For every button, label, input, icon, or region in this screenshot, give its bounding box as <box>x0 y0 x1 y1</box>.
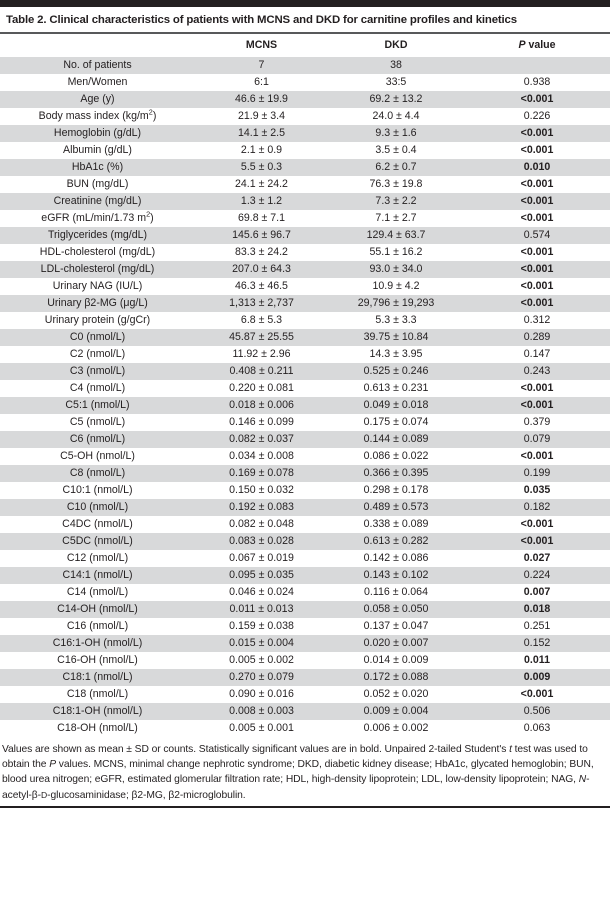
footnote-part-5: -glucosaminidase; β2-MG, β2-microglobulin. <box>47 789 246 801</box>
cell-dkd: 69.2 ± 13.2 <box>328 91 464 108</box>
cell-mcns: 7 <box>195 57 328 74</box>
cell-dkd: 0.175 ± 0.074 <box>328 414 464 431</box>
row-label: No. of patients <box>0 57 195 74</box>
cell-dkd: 3.5 ± 0.4 <box>328 142 464 159</box>
cell-pvalue: <0.001 <box>464 533 610 550</box>
table-row <box>0 295 610 312</box>
cell-dkd: 33:5 <box>328 74 464 91</box>
cell-mcns: 0.270 ± 0.079 <box>195 669 328 686</box>
cell-dkd: 0.086 ± 0.022 <box>328 448 464 465</box>
cell-pvalue: 0.199 <box>464 465 610 482</box>
cell-dkd: 0.366 ± 0.395 <box>328 465 464 482</box>
column-header-label <box>0 34 195 57</box>
table-row <box>0 533 610 550</box>
cell-pvalue: 0.011 <box>464 652 610 669</box>
cell-dkd: 5.3 ± 3.3 <box>328 312 464 329</box>
unit-superscript: 2 <box>146 209 151 219</box>
cell-dkd: 39.75 ± 10.84 <box>328 329 464 346</box>
cell-dkd: 7.1 ± 2.7 <box>328 210 464 227</box>
cell-pvalue: <0.001 <box>464 210 610 227</box>
cell-dkd: 76.3 ± 19.8 <box>328 176 464 193</box>
cell-pvalue: 0.251 <box>464 618 610 635</box>
row-label: C18 (nmol/L) <box>0 686 195 703</box>
table-row <box>0 567 610 584</box>
cell-mcns: 21.9 ± 3.4 <box>195 108 328 125</box>
footnote-italic-p: P <box>49 759 57 771</box>
footnote-part-1: Values are shown as mean ± SD or counts. Statistically significant values are in bold. Unpaired 2-tailed Student's <box>2 744 510 755</box>
row-label: C16:1-OH (nmol/L) <box>0 635 195 652</box>
cell-mcns: 11.92 ± 2.96 <box>195 346 328 363</box>
row-label: C0 (nmol/L) <box>0 329 195 346</box>
cell-pvalue: 0.224 <box>464 567 610 584</box>
cell-mcns: 0.046 ± 0.024 <box>195 584 328 601</box>
row-label: C18-OH (nmol/L) <box>0 720 195 737</box>
table-row <box>0 703 610 720</box>
table-row <box>0 618 610 635</box>
cell-pvalue: 0.147 <box>464 346 610 363</box>
table-row <box>0 584 610 601</box>
cell-dkd: 0.489 ± 0.573 <box>328 499 464 516</box>
cell-dkd: 9.3 ± 1.6 <box>328 125 464 142</box>
row-label: LDL-cholesterol (mg/dL) <box>0 261 195 278</box>
row-label: C16-OH (nmol/L) <box>0 652 195 669</box>
row-label: C5DC (nmol/L) <box>0 533 195 550</box>
column-header-dkd: DKD <box>328 34 464 57</box>
table-header <box>0 34 610 57</box>
cell-dkd: 0.009 ± 0.004 <box>328 703 464 720</box>
table-row <box>0 635 610 652</box>
cell-dkd: 6.2 ± 0.7 <box>328 159 464 176</box>
cell-mcns: 0.011 ± 0.013 <box>195 601 328 618</box>
cell-dkd: 0.137 ± 0.047 <box>328 618 464 635</box>
cell-pvalue: 0.289 <box>464 329 610 346</box>
table-row <box>0 159 610 176</box>
cell-mcns: 0.082 ± 0.048 <box>195 516 328 533</box>
cell-pvalue: 0.007 <box>464 584 610 601</box>
cell-pvalue: 0.027 <box>464 550 610 567</box>
cell-mcns: 0.192 ± 0.083 <box>195 499 328 516</box>
cell-dkd: 0.298 ± 0.178 <box>328 482 464 499</box>
cell-mcns: 0.150 ± 0.032 <box>195 482 328 499</box>
cell-dkd: 29,796 ± 19,293 <box>328 295 464 312</box>
cell-dkd: 14.3 ± 3.95 <box>328 346 464 363</box>
cell-dkd: 0.049 ± 0.018 <box>328 397 464 414</box>
cell-dkd: 129.4 ± 63.7 <box>328 227 464 244</box>
cell-dkd: 0.144 ± 0.089 <box>328 431 464 448</box>
cell-pvalue: <0.001 <box>464 244 610 261</box>
cell-dkd: 10.9 ± 4.2 <box>328 278 464 295</box>
row-label: Men/Women <box>0 74 195 91</box>
cell-dkd: 0.142 ± 0.086 <box>328 550 464 567</box>
cell-mcns: 207.0 ± 64.3 <box>195 261 328 278</box>
cell-mcns: 0.169 ± 0.078 <box>195 465 328 482</box>
row-label: Urinary β2-MG (μg/L) <box>0 295 195 312</box>
column-header-mcns: MCNS <box>195 34 328 57</box>
cell-mcns: 45.87 ± 25.55 <box>195 329 328 346</box>
cell-pvalue: 0.010 <box>464 159 610 176</box>
footer-rule <box>0 806 610 808</box>
cell-pvalue: <0.001 <box>464 125 610 142</box>
footnote-part-3: values. MCNS, minimal change nephrotic syndrome; DKD, diabetic kidney disease; HbA1c, glycated hemoglobin; BUN, blood urea nitrogen; eGFR, estimated glomerular filtration rate; HDL, high-density lipoprotein; LDL, low-density lipoprotein; NAG, <box>2 759 594 786</box>
cell-pvalue: <0.001 <box>464 261 610 278</box>
cell-mcns: 145.6 ± 96.7 <box>195 227 328 244</box>
table-row <box>0 57 610 74</box>
cell-pvalue: <0.001 <box>464 397 610 414</box>
footnote-smallcap-d: D <box>40 789 48 800</box>
table-row <box>0 397 610 414</box>
row-label: C12 (nmol/L) <box>0 550 195 567</box>
row-label: C8 (nmol/L) <box>0 465 195 482</box>
cell-pvalue: 0.009 <box>464 669 610 686</box>
table-row <box>0 142 610 159</box>
cell-dkd: 24.0 ± 4.4 <box>328 108 464 125</box>
table-row <box>0 720 610 737</box>
cell-pvalue: 0.018 <box>464 601 610 618</box>
cell-mcns: 0.005 ± 0.002 <box>195 652 328 669</box>
footnote-italic-t: t <box>509 744 512 755</box>
row-label: Body mass index $(kg/m^2)$ <box>0 108 195 125</box>
table-row <box>0 74 610 91</box>
cell-mcns: 0.015 ± 0.004 <box>195 635 328 652</box>
cell-mcns: 1.3 ± 1.2 <box>195 193 328 210</box>
cell-mcns: 0.083 ± 0.028 <box>195 533 328 550</box>
top-black-bar <box>0 0 610 7</box>
row-label: HDL-cholesterol (mg/dL) <box>0 244 195 261</box>
cell-dkd: 0.338 ± 0.089 <box>328 516 464 533</box>
row-label: C5-OH (nmol/L) <box>0 448 195 465</box>
row-label: C5 (nmol/L) <box>0 414 195 431</box>
cell-dkd: 93.0 ± 34.0 <box>328 261 464 278</box>
cell-mcns: 0.067 ± 0.019 <box>195 550 328 567</box>
row-label: C14-OH (nmol/L) <box>0 601 195 618</box>
table-row <box>0 431 610 448</box>
table-row <box>0 176 610 193</box>
cell-pvalue: 0.035 <box>464 482 610 499</box>
cell-mcns: 6.8 ± 5.3 <box>195 312 328 329</box>
cell-pvalue: 0.152 <box>464 635 610 652</box>
cell-mcns: 83.3 ± 24.2 <box>195 244 328 261</box>
table-footnote <box>0 737 610 803</box>
cell-pvalue: <0.001 <box>464 142 610 159</box>
cell-dkd: 0.014 ± 0.009 <box>328 652 464 669</box>
row-label: C14:1 (nmol/L) <box>0 567 195 584</box>
table-title: Table 2. Clinical characteristics of patients with MCNS and DKD for carnitine profiles and kinetics <box>6 14 517 26</box>
cell-dkd: 0.058 ± 0.050 <box>328 601 464 618</box>
table-row <box>0 669 610 686</box>
table-row <box>0 363 610 380</box>
row-label: C4 (nmol/L) <box>0 380 195 397</box>
clinical-characteristics-table <box>0 34 610 737</box>
table-row <box>0 312 610 329</box>
cell-mcns: 0.008 ± 0.003 <box>195 703 328 720</box>
cell-pvalue: 0.063 <box>464 720 610 737</box>
row-label: C3 (nmol/L) <box>0 363 195 380</box>
footnote-part-4: -acetyl-β- <box>2 774 590 801</box>
cell-pvalue: 0.379 <box>464 414 610 431</box>
row-label: C5:1 (nmol/L) <box>0 397 195 414</box>
unit-superscript: 2 <box>148 107 153 117</box>
table-body <box>0 57 610 737</box>
cell-pvalue: <0.001 <box>464 193 610 210</box>
row-label: BUN (mg/dL) <box>0 176 195 193</box>
cell-pvalue: 0.079 <box>464 431 610 448</box>
cell-pvalue <box>464 57 610 74</box>
table-row <box>0 108 610 125</box>
cell-pvalue: <0.001 <box>464 516 610 533</box>
cell-mcns: 46.3 ± 46.5 <box>195 278 328 295</box>
row-label: Creatinine (mg/dL) <box>0 193 195 210</box>
cell-mcns: 69.8 ± 7.1 <box>195 210 328 227</box>
row-label: C10:1 (nmol/L) <box>0 482 195 499</box>
table-row <box>0 482 610 499</box>
table-row <box>0 414 610 431</box>
cell-mcns: 14.1 ± 2.5 <box>195 125 328 142</box>
table-row <box>0 448 610 465</box>
table-row <box>0 193 610 210</box>
cell-pvalue: <0.001 <box>464 176 610 193</box>
table-row <box>0 329 610 346</box>
table-row <box>0 686 610 703</box>
row-label: C16 (nmol/L) <box>0 618 195 635</box>
cell-pvalue: 0.506 <box>464 703 610 720</box>
pvalue-italic-p: P <box>518 39 526 51</box>
cell-dkd: 0.143 ± 0.102 <box>328 567 464 584</box>
cell-mcns: 1,313 ± 2,737 <box>195 295 328 312</box>
cell-pvalue: <0.001 <box>464 448 610 465</box>
cell-dkd: 0.172 ± 0.088 <box>328 669 464 686</box>
table-row <box>0 465 610 482</box>
row-label: C2 (nmol/L) <box>0 346 195 363</box>
table-row <box>0 380 610 397</box>
cell-mcns: 0.159 ± 0.038 <box>195 618 328 635</box>
cell-dkd: 0.525 ± 0.246 <box>328 363 464 380</box>
cell-dkd: 0.613 ± 0.231 <box>328 380 464 397</box>
cell-mcns: 24.1 ± 24.2 <box>195 176 328 193</box>
row-label: C4DC (nmol/L) <box>0 516 195 533</box>
cell-pvalue: <0.001 <box>464 91 610 108</box>
cell-mcns: 0.034 ± 0.008 <box>195 448 328 465</box>
cell-mcns: 0.090 ± 0.016 <box>195 686 328 703</box>
cell-mcns: 0.146 ± 0.099 <box>195 414 328 431</box>
row-label: C10 (nmol/L) <box>0 499 195 516</box>
cell-dkd: 0.613 ± 0.282 <box>328 533 464 550</box>
table-row <box>0 550 610 567</box>
cell-dkd: 7.3 ± 2.2 <box>328 193 464 210</box>
cell-dkd: 38 <box>328 57 464 74</box>
cell-pvalue: <0.001 <box>464 295 610 312</box>
row-label: Triglycerides (mg/dL) <box>0 227 195 244</box>
row-label: C6 (nmol/L) <box>0 431 195 448</box>
cell-mcns: 46.6 ± 19.9 <box>195 91 328 108</box>
cell-pvalue: 0.182 <box>464 499 610 516</box>
table-row <box>0 244 610 261</box>
cell-pvalue: <0.001 <box>464 686 610 703</box>
cell-pvalue: 0.312 <box>464 312 610 329</box>
cell-dkd: 0.020 ± 0.007 <box>328 635 464 652</box>
footnote-italic-n: N <box>578 774 587 786</box>
cell-dkd: 0.052 ± 0.020 <box>328 686 464 703</box>
cell-dkd: 55.1 ± 16.2 <box>328 244 464 261</box>
cell-mcns: 0.220 ± 0.081 <box>195 380 328 397</box>
table-row <box>0 652 610 669</box>
row-label: HbA1c (%) <box>0 159 195 176</box>
cell-mcns: 0.095 ± 0.035 <box>195 567 328 584</box>
cell-pvalue: 0.226 <box>464 108 610 125</box>
cell-mcns: 0.018 ± 0.006 <box>195 397 328 414</box>
row-label: C18:1 (nmol/L) <box>0 669 195 686</box>
table-row <box>0 125 610 142</box>
table-header-row <box>0 34 610 57</box>
row-label: Albumin (g/dL) <box>0 142 195 159</box>
table-row <box>0 278 610 295</box>
table-row <box>0 516 610 533</box>
row-label: Urinary protein (g/gCr) <box>0 312 195 329</box>
table-row <box>0 91 610 108</box>
cell-pvalue: 0.243 <box>464 363 610 380</box>
cell-mcns: 6:1 <box>195 74 328 91</box>
table-row <box>0 261 610 278</box>
table-row <box>0 346 610 363</box>
column-header-pvalue <box>464 34 610 57</box>
cell-pvalue: 0.574 <box>464 227 610 244</box>
cell-mcns: 2.1 ± 0.9 <box>195 142 328 159</box>
cell-pvalue: <0.001 <box>464 278 610 295</box>
cell-pvalue: 0.938 <box>464 74 610 91</box>
row-label: C14 (nmol/L) <box>0 584 195 601</box>
cell-mcns: 0.082 ± 0.037 <box>195 431 328 448</box>
cell-dkd: 0.006 ± 0.002 <box>328 720 464 737</box>
row-label: eGFR (mL/min/1.73 $m^2$) <box>0 210 195 227</box>
table-row <box>0 227 610 244</box>
cell-dkd: 0.116 ± 0.064 <box>328 584 464 601</box>
row-label: C18:1-OH (nmol/L) <box>0 703 195 720</box>
cell-mcns: 0.408 ± 0.211 <box>195 363 328 380</box>
table-row <box>0 499 610 516</box>
row-label: Urinary NAG (IU/L) <box>0 278 195 295</box>
pvalue-header-rest: value <box>525 39 556 51</box>
row-label: Hemoglobin (g/dL) <box>0 125 195 142</box>
row-label: Age (y) <box>0 91 195 108</box>
table-row <box>0 601 610 618</box>
table-row <box>0 210 610 227</box>
footnote-part-2: test was used to obtain the <box>2 744 588 771</box>
cell-pvalue: <0.001 <box>464 380 610 397</box>
cell-mcns: 0.005 ± 0.001 <box>195 720 328 737</box>
cell-mcns: 5.5 ± 0.3 <box>195 159 328 176</box>
